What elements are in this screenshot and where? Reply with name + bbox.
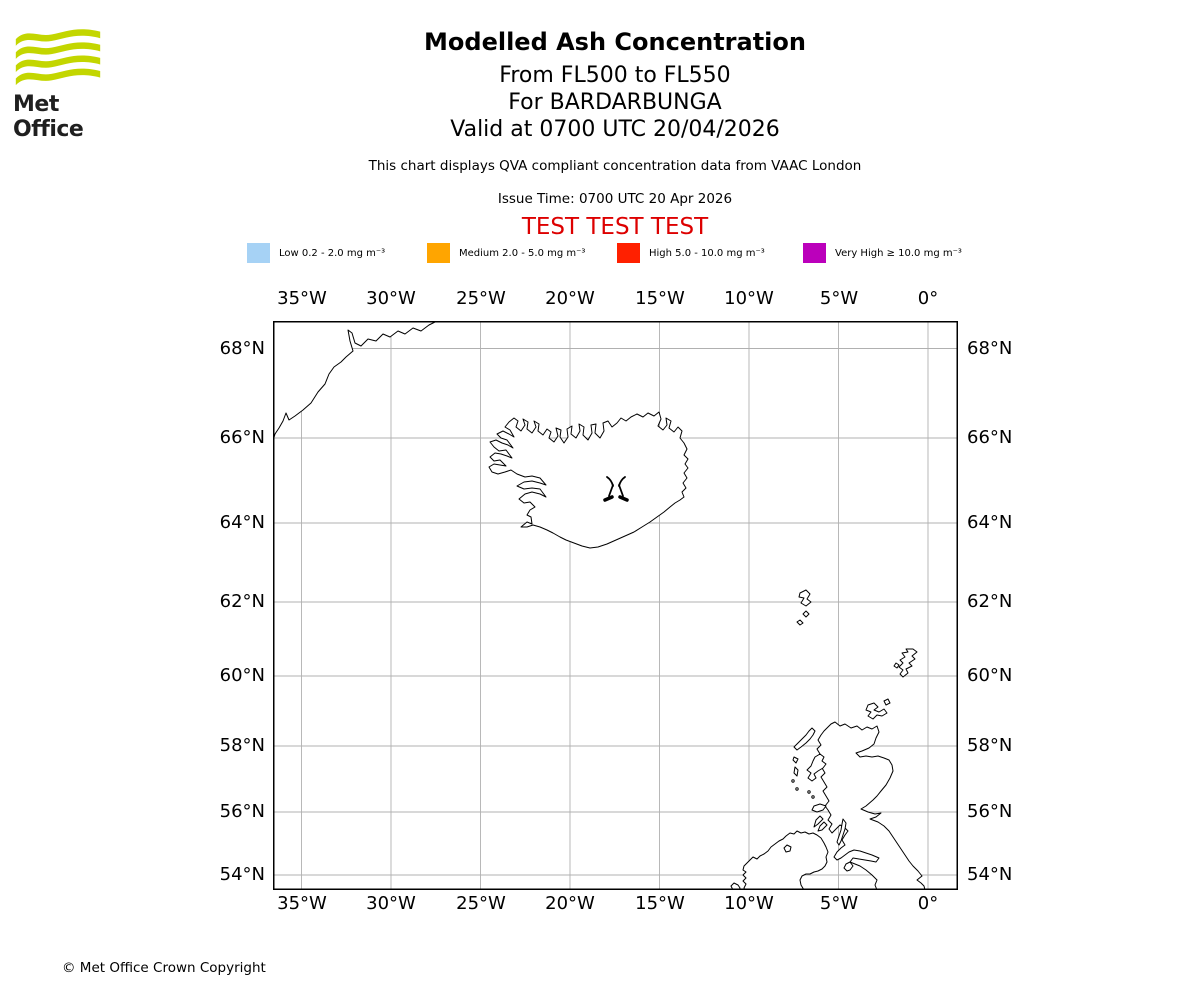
y-tick-label-right: 68°N [967, 338, 1013, 359]
x-tick-label-bottom: 20°W [545, 893, 595, 914]
legend-item-high [617, 243, 765, 263]
legend-label-low: Low 0.2 - 2.0 mg m⁻³ [279, 247, 386, 259]
subtitle-volcano: For BARDARBUNGA [508, 90, 722, 115]
subtitle-flight-levels: From FL500 to FL550 [499, 63, 731, 88]
x-tick-label-top: 30°W [366, 288, 416, 309]
y-tick-label-left: 56°N [219, 801, 265, 822]
test-banner: TEST TEST TEST [521, 214, 709, 240]
x-tick-label-top: 10°W [724, 288, 774, 309]
page-title: Modelled Ash Concentration [424, 28, 806, 56]
y-tick-label-right: 64°N [967, 512, 1013, 533]
coastline-britain [817, 722, 925, 890]
y-tick-label-left: 54°N [219, 864, 265, 885]
coastline-isle-of-man [844, 862, 853, 871]
legend-swatch-very-high [803, 243, 826, 263]
legend-item-very-high [803, 243, 962, 263]
y-tick-label-left: 58°N [219, 735, 265, 756]
coastline-ireland [743, 831, 828, 890]
coastlines [273, 321, 925, 890]
x-tick-label-bottom: 0° [917, 893, 939, 914]
legend-label-medium: Medium 2.0 - 5.0 mg m⁻³ [459, 247, 586, 259]
x-tick-label-bottom: 15°W [635, 893, 685, 914]
y-tick-label-right: 62°N [967, 591, 1013, 612]
x-tick-label-bottom: 5°W [819, 893, 859, 914]
legend-swatch-low [247, 243, 270, 263]
coastline-orkney [866, 699, 890, 719]
x-tick-label-top: 25°W [456, 288, 506, 309]
legend-item-medium [427, 243, 585, 263]
legend-label-very-high: Very High ≥ 10.0 mg m⁻³ [835, 247, 962, 259]
legend-swatch-high [617, 243, 640, 263]
y-tick-label-right: 54°N [967, 864, 1013, 885]
issue-time: Issue Time: 0700 UTC 20 Apr 2026 [497, 191, 733, 207]
x-tick-label-top: 15°W [635, 288, 685, 309]
subtitle-valid-time: Valid at 0700 UTC 20/04/2026 [450, 117, 780, 142]
y-tick-label-right: 58°N [967, 735, 1013, 756]
map-panel [273, 321, 958, 890]
coastline-shetland [894, 649, 917, 677]
x-tick-label-bottom: 25°W [456, 893, 506, 914]
y-tick-label-left: 62°N [219, 591, 265, 612]
x-tick-label-bottom: 10°W [724, 893, 774, 914]
y-tick-label-right: 56°N [967, 801, 1013, 822]
x-tick-label-top: 35°W [277, 288, 327, 309]
y-tick-label-left: 66°N [219, 427, 265, 448]
y-tick-label-right: 60°N [967, 665, 1013, 686]
y-tick-label-left: 64°N [219, 512, 265, 533]
coastline-faroe-islands [797, 590, 811, 625]
legend-swatch-medium [427, 243, 450, 263]
coastline-iceland [489, 412, 688, 548]
coastline-greenland [273, 321, 437, 441]
x-tick-label-bottom: 35°W [277, 893, 327, 914]
x-tick-label-top: 0° [917, 288, 939, 309]
qva-note: This chart displays QVA compliant concentration data from VAAC London [368, 158, 862, 174]
y-tick-label-left: 60°N [219, 665, 265, 686]
legend-item-low [247, 243, 385, 263]
y-tick-label-right: 66°N [967, 427, 1013, 448]
x-tick-label-top: 20°W [545, 288, 595, 309]
map-canvas [273, 321, 958, 890]
met-office-logo-text: Met Office [13, 92, 84, 142]
y-tick-label-left: 68°N [219, 338, 265, 359]
legend-label-high: High 5.0 - 10.0 mg m⁻³ [649, 247, 765, 259]
x-tick-label-top: 5°W [819, 288, 859, 309]
x-tick-label-bottom: 30°W [366, 893, 416, 914]
copyright-notice: © Met Office Crown Copyright [62, 960, 266, 976]
